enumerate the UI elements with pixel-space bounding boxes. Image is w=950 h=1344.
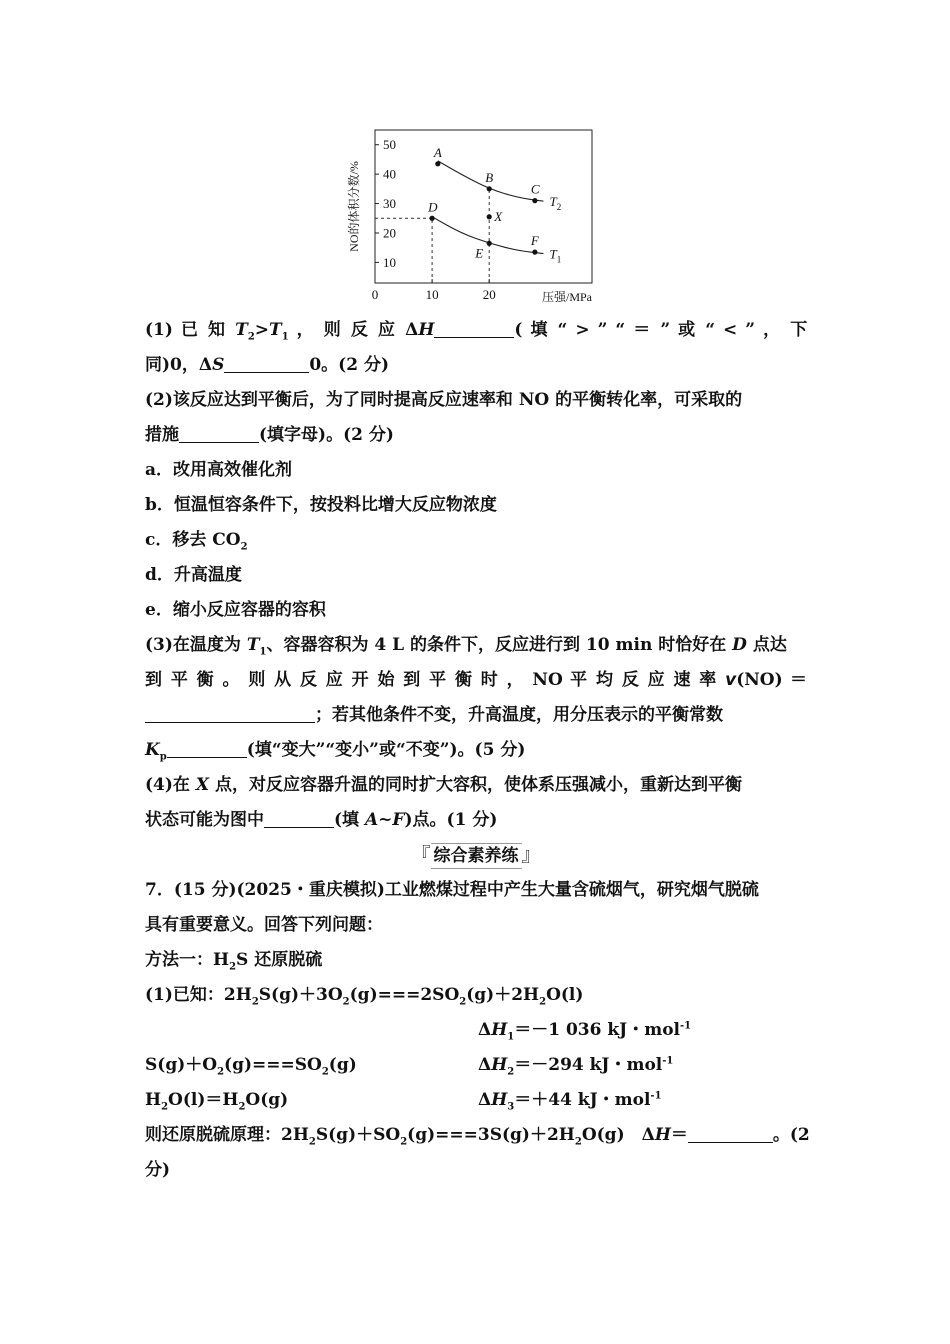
delta-symbol: Δ bbox=[478, 1055, 492, 1075]
subscript: 2 bbox=[229, 961, 237, 973]
text-seg: (填“变大”“变小”或“不变”)。(5 分) bbox=[246, 740, 526, 760]
delta-symbol: Δ bbox=[478, 1090, 492, 1110]
subscript: 2 bbox=[240, 541, 248, 553]
equation-1 bbox=[145, 978, 807, 1013]
text-seg: ” bbox=[597, 320, 608, 340]
text-seg: ＝ bbox=[670, 1125, 688, 1145]
point-d bbox=[430, 216, 435, 221]
text-seg: ＝ bbox=[633, 320, 653, 340]
text-seg: O(g) bbox=[245, 1090, 289, 1110]
option-d: d．升高温度 bbox=[145, 565, 242, 585]
k-symbol: K bbox=[145, 740, 160, 760]
text-seg: (3)在温度为 bbox=[145, 635, 247, 655]
section-banner bbox=[145, 838, 807, 873]
equation-2-formula bbox=[145, 1048, 478, 1083]
q2-line-1: (2)该反应达到平衡后，为了同时提高反应速率和 NO 的平衡转化率，可采取的 bbox=[145, 390, 743, 410]
subscript: 2 bbox=[459, 996, 467, 1008]
answer-blank[interactable] bbox=[145, 702, 315, 723]
equation-3-formula bbox=[145, 1083, 478, 1118]
text-seg: 0。(2 分) bbox=[309, 355, 390, 375]
enthalpy-1 bbox=[145, 1013, 807, 1048]
text-seg: 应 bbox=[378, 320, 398, 340]
point-x bbox=[487, 214, 492, 219]
text-seg: ， bbox=[763, 320, 783, 340]
text-seg: (g)===2SO bbox=[349, 985, 460, 1005]
text-seg: S(g)＋3O bbox=[258, 985, 343, 1005]
subscript: 3 bbox=[507, 1101, 515, 1113]
text-seg: 反 bbox=[299, 670, 319, 690]
text-seg: S 还原脱硫 bbox=[236, 950, 323, 970]
answer-blank[interactable] bbox=[264, 807, 334, 828]
subscript: p bbox=[159, 751, 167, 763]
delta-symbol: Δ bbox=[405, 320, 419, 340]
text-seg: 速 bbox=[673, 670, 692, 690]
q7-line-1: 7．(15 分)(2025・重庆模拟)工业燃煤过程中产生大量含硫烟气，研究烟气脱硫 bbox=[145, 880, 759, 900]
t-symbol: T bbox=[235, 320, 248, 340]
text-seg: ， bbox=[506, 670, 526, 690]
text-seg: 平 bbox=[570, 670, 589, 690]
text-seg: 。 bbox=[222, 670, 241, 690]
delta-symbol: Δ bbox=[478, 1020, 492, 1040]
text-seg: ＝＋44 kJ・mol bbox=[514, 1090, 651, 1110]
text-seg: 则 bbox=[248, 670, 267, 690]
text-seg: 平 bbox=[429, 670, 448, 690]
h-symbol: H bbox=[418, 320, 435, 340]
text-seg: 衡 bbox=[454, 670, 474, 690]
y-tick-label: 30 bbox=[383, 196, 396, 212]
text-seg: > bbox=[575, 320, 590, 340]
text-seg: ；若其他条件不变，升高温度，用分压表示的平衡常数 bbox=[315, 705, 723, 725]
s-symbol: S bbox=[212, 355, 225, 375]
greater-sign: > bbox=[254, 320, 270, 340]
point-label-c: C bbox=[530, 181, 540, 197]
no-volume-fraction-chart bbox=[340, 125, 610, 310]
q2-line-2 bbox=[145, 418, 807, 453]
text-seg: 平 bbox=[170, 670, 190, 690]
answer-blank[interactable] bbox=[179, 422, 259, 443]
subscript: 2 bbox=[308, 1136, 316, 1148]
text-seg: 衡 bbox=[196, 670, 216, 690]
point-a bbox=[435, 161, 440, 166]
text-seg: 开 bbox=[351, 670, 371, 690]
text-seg: 到 bbox=[403, 670, 422, 690]
point-f bbox=[532, 250, 537, 255]
text-seg: ＝－294 kJ・mol bbox=[514, 1055, 663, 1075]
superscript: -1 bbox=[662, 1055, 674, 1067]
range-ref: A~F bbox=[364, 810, 405, 830]
y-axis-label: NO的体积分数/% bbox=[347, 161, 361, 252]
text-seg: (NO) bbox=[736, 670, 783, 690]
text-seg: 反 bbox=[350, 320, 370, 340]
answer-blank[interactable] bbox=[688, 1122, 773, 1143]
text-seg: 下 bbox=[790, 320, 808, 340]
text-seg: (g) bbox=[328, 1055, 357, 1075]
text-seg: 则还原脱硫原理：2H bbox=[145, 1125, 309, 1145]
paren: ( bbox=[514, 320, 523, 340]
q4-line-1 bbox=[145, 768, 807, 803]
q3-line-3 bbox=[145, 698, 807, 733]
text-seg: 同)0，Δ bbox=[145, 355, 213, 375]
option-e: e．缩小反应容器的容积 bbox=[145, 600, 326, 620]
x-tick-label: 20 bbox=[482, 287, 496, 302]
y-tick-label: 10 bbox=[383, 254, 396, 270]
text-seg: < bbox=[723, 320, 738, 340]
q3-line-2 bbox=[145, 663, 807, 698]
t2-gt-t1 bbox=[235, 320, 289, 343]
text-seg: O(g) Δ bbox=[581, 1125, 655, 1145]
text-seg: (g)===SO bbox=[224, 1055, 322, 1075]
option-a: a．改用高效催化剂 bbox=[145, 460, 293, 480]
text-seg: ＝－1 036 kJ・mol bbox=[514, 1020, 680, 1040]
equation-3 bbox=[145, 1083, 807, 1118]
y-tick-label: 20 bbox=[383, 225, 396, 241]
bracket-right: 』 bbox=[521, 844, 541, 866]
delta-h bbox=[405, 320, 522, 340]
text-seg: (g)===3S(g)＋2H bbox=[407, 1125, 575, 1145]
method-one bbox=[145, 943, 807, 978]
text-seg: 点，对反应容器升温的同时扩大容积，使体系压强减小，重新达到平衡 bbox=[209, 775, 742, 795]
point-e bbox=[487, 241, 492, 246]
h-symbol: H bbox=[491, 1020, 508, 1040]
point-label-x: X bbox=[494, 208, 503, 224]
text-seg: 反 bbox=[621, 670, 641, 690]
point-label-b: B bbox=[485, 169, 494, 185]
text-seg: O(l)＝H bbox=[168, 1090, 239, 1110]
subscript: 2 bbox=[342, 996, 350, 1008]
subscript: 2 bbox=[321, 1066, 329, 1078]
text-seg: ” bbox=[660, 320, 671, 340]
answer-blank[interactable] bbox=[167, 737, 247, 758]
text-seg: H bbox=[145, 1090, 162, 1110]
point-d-ref: D bbox=[732, 635, 747, 655]
text-seg: S(g)＋O bbox=[145, 1055, 218, 1075]
v-symbol: v bbox=[725, 670, 737, 690]
subscript: 2 bbox=[161, 1101, 169, 1113]
superscript: -1 bbox=[680, 1020, 692, 1032]
text-seg: 状态可能为图中 bbox=[145, 810, 264, 830]
subscript: 2 bbox=[507, 1066, 515, 1078]
series-label-t2: $T_2$ bbox=[549, 194, 562, 213]
h-symbol: H bbox=[491, 1090, 508, 1110]
subscript: 1 bbox=[281, 331, 289, 343]
text-seg: 到 bbox=[145, 670, 164, 690]
text-seg: 均 bbox=[595, 670, 615, 690]
text-seg: 或 bbox=[678, 320, 698, 340]
text-seg: 措施 bbox=[145, 425, 179, 445]
text-seg: ＝ bbox=[790, 670, 808, 690]
point-label-d: D bbox=[428, 199, 438, 215]
y-tick-label: 40 bbox=[383, 166, 396, 182]
question-text bbox=[145, 313, 810, 1188]
y-tick-label: 50 bbox=[383, 137, 396, 153]
q4-line-2 bbox=[145, 803, 807, 838]
series-label-t1: $T_1$ bbox=[549, 246, 562, 265]
x-tick-label: 0 bbox=[371, 287, 379, 302]
text-seg: “ bbox=[557, 320, 568, 340]
data-points bbox=[427, 145, 540, 260]
text-seg: “ bbox=[615, 320, 626, 340]
answer-blank[interactable] bbox=[434, 317, 514, 338]
text-seg: NO bbox=[532, 670, 563, 690]
text-seg: (1)已知：2H bbox=[145, 985, 252, 1005]
text-seg: 则 bbox=[323, 320, 343, 340]
text-seg: (填 bbox=[334, 810, 365, 830]
text-seg: 填 bbox=[530, 320, 550, 340]
text-seg: (g)＋2H bbox=[466, 985, 540, 1005]
bracket-left: 『 bbox=[411, 844, 431, 866]
subscript: 2 bbox=[400, 1136, 408, 1148]
subscript: 2 bbox=[238, 1101, 246, 1113]
q1-line-2 bbox=[145, 348, 807, 383]
text-seg: ， bbox=[296, 320, 316, 340]
text-seg: 应 bbox=[647, 670, 667, 690]
q7-line-2: 具有重要意义。回答下列问题： bbox=[145, 915, 383, 935]
answer-blank[interactable] bbox=[224, 352, 309, 373]
point-x-ref: X bbox=[195, 775, 210, 795]
point-c bbox=[532, 198, 537, 203]
point-label-e: E bbox=[475, 245, 484, 261]
section-title: 综合素养练 bbox=[431, 843, 522, 869]
text-seg: O(l) bbox=[546, 985, 584, 1005]
point-label-f: F bbox=[530, 233, 539, 249]
point-b bbox=[487, 186, 492, 191]
subscript: 2 bbox=[251, 996, 259, 1008]
subscript: 2 bbox=[247, 331, 255, 343]
text-seg: (4)在 bbox=[145, 775, 196, 795]
equation-2 bbox=[145, 1048, 807, 1083]
text-seg: 方法一：H bbox=[145, 950, 230, 970]
equation-4-cont: 分) bbox=[145, 1160, 171, 1180]
subscript: 1 bbox=[507, 1031, 515, 1043]
text-seg: c．移去 CO bbox=[145, 530, 241, 550]
q3-line-4 bbox=[145, 733, 807, 768]
text-seg: S(g)＋SO bbox=[315, 1125, 401, 1145]
subscript: 2 bbox=[217, 1066, 225, 1078]
text-seg: 始 bbox=[377, 670, 396, 690]
x-axis-label: 压强/MPa bbox=[542, 290, 593, 304]
text-seg: 知 bbox=[208, 320, 228, 340]
text-seg: (1) bbox=[145, 320, 173, 340]
x-tick-label: 10 bbox=[425, 287, 439, 302]
subscript: 1 bbox=[259, 646, 267, 658]
option-c bbox=[145, 523, 807, 558]
text-seg: 时 bbox=[480, 670, 500, 690]
h-symbol: H bbox=[654, 1125, 671, 1145]
text-seg: 已 bbox=[180, 320, 201, 340]
text-seg: )点。(1 分) bbox=[404, 810, 498, 830]
subscript: 2 bbox=[574, 1136, 582, 1148]
text-seg: 率 bbox=[699, 670, 718, 690]
text-seg: 、容器容积为 4 L 的条件下，反应进行到 10 min 时恰好在 bbox=[266, 635, 733, 655]
rate-expression bbox=[725, 670, 783, 690]
point-label-a: A bbox=[433, 144, 442, 160]
text-seg: 。(2 bbox=[772, 1125, 810, 1145]
text-seg: 点达 bbox=[746, 635, 787, 655]
t-symbol: T bbox=[269, 320, 282, 340]
q1-line-1 bbox=[145, 313, 807, 348]
equation-4 bbox=[145, 1118, 810, 1153]
text-seg: 应 bbox=[325, 670, 345, 690]
text-seg: ” bbox=[745, 320, 756, 340]
superscript: -1 bbox=[650, 1090, 662, 1102]
curve-t1 bbox=[432, 217, 543, 254]
h-symbol: H bbox=[491, 1055, 508, 1075]
option-b: b．恒温恒容条件下，按投料比增大反应物浓度 bbox=[145, 495, 497, 515]
t-symbol: T bbox=[246, 635, 260, 655]
subscript: 2 bbox=[539, 996, 547, 1008]
text-seg: 从 bbox=[274, 670, 293, 690]
q3-line-1 bbox=[145, 628, 807, 663]
text-seg: (填字母)。(2 分) bbox=[259, 425, 394, 445]
text-seg: “ bbox=[705, 320, 715, 340]
